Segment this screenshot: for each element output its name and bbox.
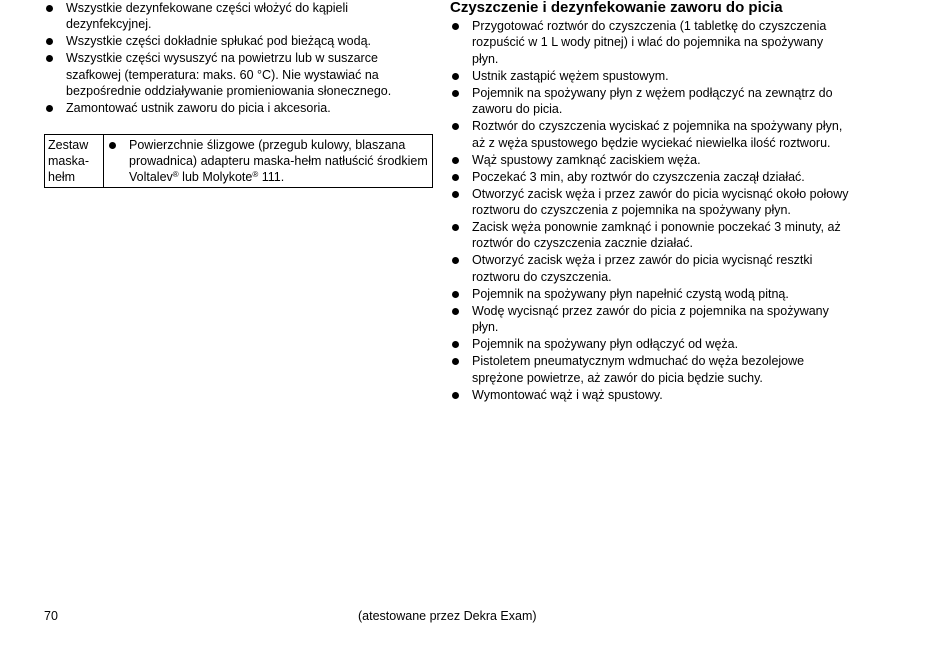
table-label-cell: Zestaw maska-hełm	[45, 134, 104, 187]
list-item: Pojemnik na spożywany płyn odłączyć od węża.	[450, 336, 850, 352]
table-item-text: 111.	[258, 170, 285, 185]
list-item: Wodę wycisnąć przez zawór do picia z pojemnika na spożywany płyn.	[450, 303, 850, 336]
list-item	[107, 137, 429, 186]
registered-mark: ®	[252, 170, 259, 180]
right-bullet-list	[450, 18, 850, 403]
table-item-text: Powierzchnie ślizgowe (przegub kulowy, blaszana prowadnica) adapteru maska-hełm natłuścić środkiem Voltalev	[129, 137, 428, 185]
list-item: Ustnik zastąpić wężem spustowym.	[450, 68, 850, 84]
left-bullet-list	[44, 0, 434, 117]
list-item: Otworzyć zacisk węża i przez zawór do picia wycisnąć resztki roztworu do czyszczenia.	[450, 252, 850, 285]
page-number: 70	[44, 609, 58, 623]
list-item: Wąż spustowy zamknąć zaciskiem węża.	[450, 152, 850, 168]
table-content-cell	[104, 134, 433, 187]
list-item: Wymontować wąż i wąż spustowy.	[450, 387, 850, 403]
list-item: Wszystkie części dokładnie spłukać pod bieżącą wodą.	[44, 33, 434, 49]
table-bullet-list	[107, 137, 429, 186]
list-item: Zamontować ustnik zaworu do picia i akcesoria.	[44, 100, 434, 116]
list-item: Pojemnik na spożywany płyn napełnić czystą wodą pitną.	[450, 286, 850, 302]
table-row	[45, 134, 433, 187]
table-item-text: lub Molykote	[178, 170, 253, 185]
list-item: Pojemnik na spożywany płyn z wężem podłączyć na zewnątrz do zaworu do picia.	[450, 85, 850, 118]
list-item: Poczekać 3 min, aby roztwór do czyszczenia zaczął działać.	[450, 169, 850, 185]
list-item: Pistoletem pneumatycznym wdmuchać do węża bezolejowe sprężone powietrze, aż zawór do picia będzie suchy.	[450, 353, 850, 386]
left-column	[44, 0, 434, 188]
list-item: Przygotować roztwór do czyszczenia (1 tabletkę do czyszczenia rozpuścić w 1 L wody pitnej) i wlać do pojemnika na spożywany płyn.	[450, 18, 850, 67]
helmet-mask-table	[44, 134, 433, 188]
registered-mark: ®	[172, 170, 179, 180]
list-item: Wszystkie części wysuszyć na powietrzu lub w suszarce szafkowej (temperatura: maks. 60 °C). Nie wystawiać na bezpośrednie oddziaływanie promieniowania słonecznego.	[44, 50, 434, 99]
footer-note: (atestowane przez Dekra Exam)	[358, 609, 537, 623]
list-item: Otworzyć zacisk węża i przez zawór do picia wycisnąć około połowy roztworu do czyszczenia z pojemnika na spożywany płyn.	[450, 186, 850, 219]
list-item: Wszystkie dezynfekowane części włożyć do kąpieli dezynfekcyjnej.	[44, 0, 434, 33]
list-item: Zacisk węża ponownie zamknąć i ponownie poczekać 3 minuty, aż roztwór do czyszczenia zacznie działać.	[450, 219, 850, 252]
section-title: Czyszczenie i dezynfekowanie zaworu do picia	[450, 0, 783, 16]
right-column	[450, 0, 850, 404]
list-item: Roztwór do czyszczenia wyciskać z pojemnika na spożywany płyn, aż z węża spustowego będzie wyciekać niewielka ilość roztworu.	[450, 118, 850, 151]
